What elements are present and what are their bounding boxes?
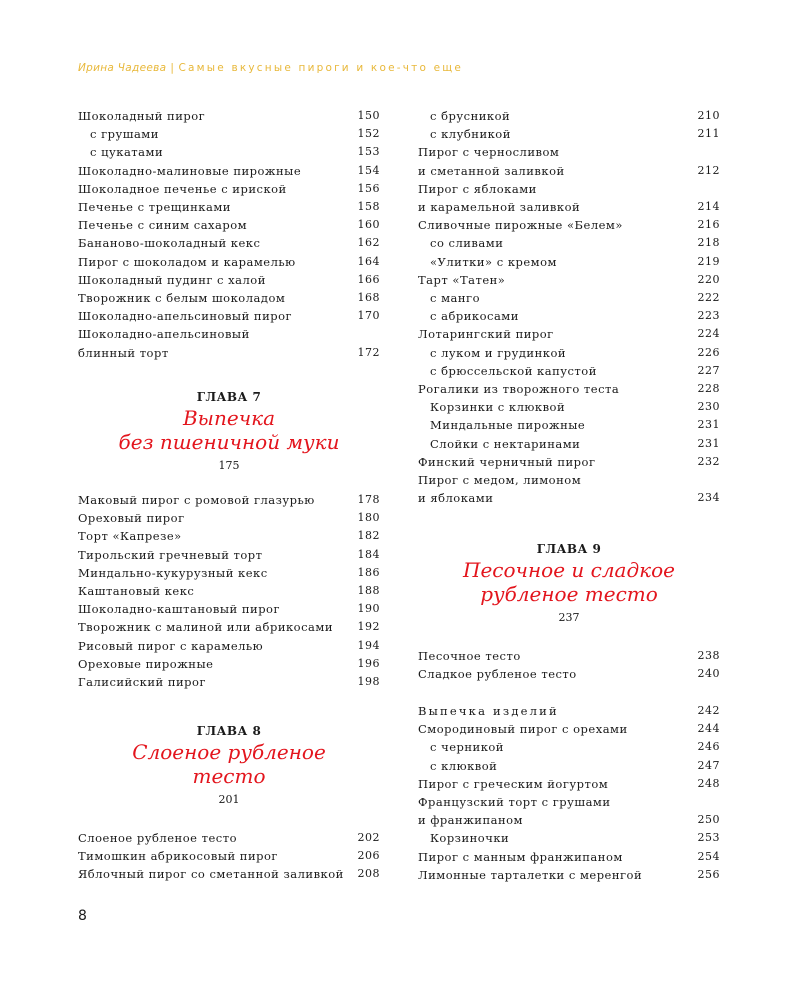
- toc-entry-page: 162: [357, 236, 380, 250]
- toc-entry-title: Шоколадный пудинг с халой: [78, 272, 266, 287]
- toc-entry-page: 254: [697, 849, 720, 863]
- toc-entry-page: 211: [697, 127, 720, 141]
- toc-entry-title: с клюквой: [430, 758, 498, 773]
- toc-entry-page: 158: [357, 200, 380, 213]
- toc-entry-title: Маковый пирог с ромовой глазурью: [78, 493, 315, 507]
- toc-entry-page: 186: [357, 565, 380, 579]
- toc-entry-title: Рисовый пирог с карамелью: [78, 638, 264, 653]
- toc-entry: [418, 435, 720, 453]
- toc-entry: [418, 720, 720, 738]
- chapter-8-title-line1: Слоеное рубленое: [132, 740, 326, 764]
- toc-entry-title: блинный торт: [78, 345, 169, 360]
- toc-entry: [78, 582, 380, 600]
- toc-entry: [78, 546, 380, 564]
- toc-entry: [78, 527, 380, 545]
- toc-entry-page: 156: [357, 181, 380, 195]
- toc-entry-page: 220: [697, 272, 720, 286]
- header-separator: |: [170, 62, 175, 74]
- toc-entry-page: 247: [697, 758, 720, 772]
- toc-entry-page: 231: [697, 436, 720, 450]
- toc-entry: [418, 162, 720, 180]
- toc-entry-title: Корзинки с клюквой: [430, 400, 566, 415]
- toc-entry-title: Миндально-кукурузный кекс: [78, 565, 268, 580]
- toc-entry-page: 190: [357, 602, 380, 616]
- toc-entry-page: 242: [697, 704, 720, 717]
- toc-entry-title: Бананово-шоколадный кекс: [78, 236, 261, 251]
- toc-entry-page: 152: [357, 127, 380, 141]
- chapter-9-page: 237: [558, 611, 580, 624]
- toc-entry-page: 248: [697, 776, 720, 790]
- toc-entry-title: Галисийский пирог: [78, 675, 206, 689]
- toc-entry-title: Каштановый кекс: [78, 584, 195, 598]
- toc-entry: [418, 307, 720, 325]
- toc-entry: [78, 673, 380, 691]
- toc-entry-page: 188: [357, 584, 380, 597]
- toc-entry-page: 226: [697, 345, 720, 359]
- toc-entry: [78, 125, 380, 143]
- toc-entry-page: 153: [357, 145, 380, 159]
- toc-entry-title: Слоеное рубленое тесто: [78, 831, 237, 845]
- toc-entry-title: Смородиновый пирог с орехами: [418, 722, 628, 737]
- toc-entry-page: 208: [357, 867, 380, 881]
- toc-entry: [418, 471, 720, 489]
- toc-entry-page: 238: [697, 649, 720, 662]
- toc-entry-page: 223: [697, 309, 720, 323]
- toc-entry: [78, 847, 380, 865]
- chapter-9-label: ГЛАВА 9: [536, 542, 602, 556]
- toc-entry-page: 184: [357, 547, 380, 561]
- toc-entry: [418, 216, 720, 234]
- toc-entry-page: 164: [357, 254, 380, 268]
- toc-entry-title: и франжипаном: [418, 813, 524, 828]
- chapter-7-heading: [78, 388, 380, 474]
- toc-entry-title: Пирог с шоколадом и карамелью: [78, 254, 296, 269]
- toc-entry-page: 172: [357, 345, 380, 359]
- toc-entry-page: 150: [357, 109, 380, 122]
- toc-entry-page: 180: [357, 511, 380, 525]
- chapter-7-title-line2: без пшеничной муки: [118, 430, 340, 454]
- toc-entry-title: Тирольский гречневый торт: [78, 547, 263, 562]
- toc-entry-page: 222: [697, 291, 720, 304]
- toc-entry-title: Пирог с манным франжипаном: [418, 849, 623, 864]
- toc-entry: [418, 344, 720, 362]
- toc-entry-title: Печенье с синим сахаром: [78, 218, 248, 233]
- toc-entry-title: Корзиночки: [430, 831, 510, 846]
- chapter-9-title-line1: Песочное и сладкое: [463, 558, 675, 582]
- toc-entry-page: 206: [357, 849, 380, 863]
- toc-entry-title: с цукатами: [90, 145, 164, 160]
- toc-entry: [418, 738, 720, 756]
- toc-entry-title: с абрикосами: [430, 309, 519, 324]
- toc-entry-title: Пирог с греческим йогуртом: [418, 776, 609, 791]
- toc-entry: [78, 491, 380, 509]
- toc-entry-page: 178: [357, 493, 380, 506]
- toc-entry-title: Рогалики из творожного теста: [418, 382, 620, 396]
- toc-entry-title: с манго: [430, 291, 481, 305]
- toc-entry-page: 244: [697, 722, 720, 736]
- toc-entry: [418, 398, 720, 416]
- toc-entry: [78, 618, 380, 636]
- toc-entry-title: Пирог с медом, лимоном: [418, 473, 582, 487]
- toc-entry: [418, 866, 720, 884]
- toc-entry-title: Сладкое рубленое тесто: [418, 667, 577, 682]
- toc-entry: [418, 829, 720, 847]
- toc-entry: [78, 865, 380, 883]
- toc-entry-title: Торт «Капрезе»: [78, 529, 182, 544]
- chapter-8-heading: [78, 722, 380, 808]
- toc-entry-title: Французский торт с грушами: [418, 795, 611, 809]
- toc-entry: [418, 489, 720, 507]
- chapter-9-title-line2: рубленое тесто: [480, 582, 658, 606]
- toc-entry-page: 210: [697, 109, 720, 122]
- toc-entry-title: Финский черничный пирог: [418, 454, 596, 469]
- running-head: [78, 62, 463, 74]
- toc-entry-page: 198: [357, 675, 380, 688]
- toc-entry: [78, 107, 380, 125]
- toc-entry: [418, 325, 720, 343]
- toc-entry-page: 192: [357, 620, 380, 634]
- toc-entry-title: с черникой: [430, 740, 504, 755]
- toc-entry-title: Шоколадно-апельсиновый: [78, 327, 250, 342]
- toc-entry-title: с брюссельской капустой: [430, 363, 597, 378]
- toc-entry: [418, 180, 720, 198]
- toc-entry: [418, 647, 720, 665]
- toc-entry: [78, 325, 380, 343]
- toc-entry-page: 256: [697, 867, 720, 881]
- chapter-8-label: ГЛАВА 8: [196, 724, 262, 738]
- toc-entry-title: Тарт «Татен»: [418, 272, 506, 287]
- toc-entry-title: Лотарингский пирог: [418, 327, 554, 342]
- toc-entry-title: Слойки с нектаринами: [430, 436, 581, 451]
- toc-entry-page: 250: [697, 813, 720, 827]
- toc-entry-page: 224: [697, 327, 720, 341]
- toc-entry: [78, 216, 380, 234]
- toc-entry-title: и карамельной заливкой: [418, 200, 581, 214]
- toc-entry: [418, 143, 720, 161]
- toc-entry-page: 216: [697, 218, 720, 232]
- toc-entry-page: 227: [697, 363, 720, 377]
- toc-entry-page: 246: [697, 740, 720, 754]
- toc-entry: [78, 198, 380, 216]
- toc-entry: [418, 453, 720, 471]
- toc-entry-page: 202: [357, 831, 380, 844]
- toc-entry-title: Шоколадное печенье с ириской: [78, 181, 287, 196]
- toc-entry: [78, 289, 380, 307]
- chapter-8-page: 201: [218, 793, 240, 806]
- toc-entry: [78, 564, 380, 582]
- toc-entry-title: Сливочные пирожные «Белем»: [418, 218, 623, 233]
- toc-entry-title: Выпечка изделий: [418, 704, 559, 718]
- toc-entry-title: с грушами: [90, 127, 159, 142]
- toc-entry-page: 232: [697, 454, 720, 468]
- toc-entry-title: с луком и грудинкой: [430, 345, 567, 360]
- toc-entry: [418, 811, 720, 829]
- toc-entry-title: Шоколадно-малиновые пирожные: [78, 163, 302, 178]
- toc-entry-title: Ореховый пирог: [78, 511, 185, 526]
- toc-entry-title: Ореховые пирожные: [78, 656, 214, 671]
- toc-entry-page: 253: [697, 831, 720, 845]
- toc-entry-title: с брусникой: [430, 109, 511, 123]
- toc-entry: [418, 702, 720, 720]
- toc-entry-title: Лимонные тарталетки с меренгой: [418, 867, 643, 882]
- toc-entry: [418, 380, 720, 398]
- toc-entry-page: 160: [357, 218, 380, 232]
- toc-entry: [78, 829, 380, 847]
- toc-entry-title: Пирог с черносливом: [418, 145, 560, 160]
- header-author: Ирина Чадеева: [78, 62, 167, 74]
- toc-entry: [78, 637, 380, 655]
- toc-entry-page: 219: [697, 254, 720, 268]
- toc-entry-page: 240: [697, 667, 720, 681]
- toc-entry-title: Печенье с трещинками: [78, 200, 231, 214]
- toc-entry: [418, 793, 720, 811]
- toc-entry: [418, 775, 720, 793]
- toc-entry: [78, 234, 380, 252]
- toc-entry: [418, 416, 720, 434]
- toc-entry-title: со сливами: [430, 236, 504, 251]
- toc-entry-page: 214: [697, 200, 720, 213]
- toc-entry: [78, 271, 380, 289]
- header-book-title: Самые вкусные пироги и кое-что еще: [178, 62, 464, 74]
- toc-entry: [418, 289, 720, 307]
- toc-entry-title: Тимошкин абрикосовый пирог: [78, 849, 278, 864]
- toc-entry-page: 168: [357, 291, 380, 304]
- toc-entry-page: 230: [697, 400, 720, 414]
- toc-entry-title: Песочное тесто: [418, 649, 521, 663]
- toc-entry-page: 231: [697, 418, 720, 432]
- toc-entry: [418, 362, 720, 380]
- chapter-7-page: 175: [218, 459, 240, 472]
- toc-entry-title: Шоколадно-апельсиновый пирог: [78, 309, 293, 324]
- toc-entry-page: 234: [697, 491, 720, 505]
- toc-entry: [78, 344, 380, 362]
- toc-entry: [418, 848, 720, 866]
- chapter-7-label: ГЛАВА 7: [196, 390, 262, 404]
- toc-entry-title: Творожник с малиной или абрикосами: [78, 620, 333, 635]
- toc-entry: [78, 253, 380, 271]
- toc-entry: [78, 509, 380, 527]
- toc-entry: [418, 665, 720, 683]
- toc-entry-page: 194: [357, 638, 380, 652]
- toc-entry-title: и яблоками: [418, 491, 494, 506]
- toc-entry-page: 182: [357, 529, 380, 543]
- chapter-9-heading: [418, 540, 720, 626]
- toc-entry: [418, 107, 720, 125]
- toc-entry-title: Яблочный пирог со сметанной заливкой: [78, 867, 344, 882]
- toc-entry: [78, 143, 380, 161]
- toc-entry: [418, 198, 720, 216]
- toc-entry: [418, 125, 720, 143]
- toc-entry: [78, 180, 380, 198]
- page-number: 8: [78, 908, 87, 924]
- toc-entry-page: 154: [357, 163, 380, 177]
- toc-entry-page: 212: [697, 163, 720, 177]
- toc-entry-title: с клубникой: [430, 127, 511, 142]
- toc-entry: [78, 600, 380, 618]
- toc-entry: [418, 253, 720, 271]
- toc-entry-title: и сметанной заливкой: [418, 163, 565, 178]
- toc-entry: [418, 234, 720, 252]
- toc-entry-title: Миндальные пирожные: [430, 418, 586, 433]
- chapter-7-title-line1: Выпечка: [182, 406, 275, 430]
- chapter-8-title-line2: тесто: [192, 764, 266, 788]
- toc-entry-title: Шоколадно-каштановый пирог: [78, 602, 281, 617]
- toc-entry-title: Пирог с яблоками: [418, 181, 537, 196]
- toc-entry: [418, 757, 720, 775]
- toc-entry-title: Шоколадный пирог: [78, 109, 206, 123]
- toc-entry-title: Творожник с белым шоколадом: [78, 291, 286, 305]
- toc-entry-page: 170: [357, 309, 380, 323]
- toc-entry-page: 228: [697, 382, 720, 395]
- toc-entry: [78, 307, 380, 325]
- toc-entry-page: 218: [697, 236, 720, 250]
- toc-entry: [418, 271, 720, 289]
- toc-entry-page: 196: [357, 656, 380, 670]
- toc-entry-page: 166: [357, 272, 380, 286]
- toc-entry-title: «Улитки» с кремом: [430, 254, 557, 269]
- toc-entry: [78, 655, 380, 673]
- toc-entry: [78, 162, 380, 180]
